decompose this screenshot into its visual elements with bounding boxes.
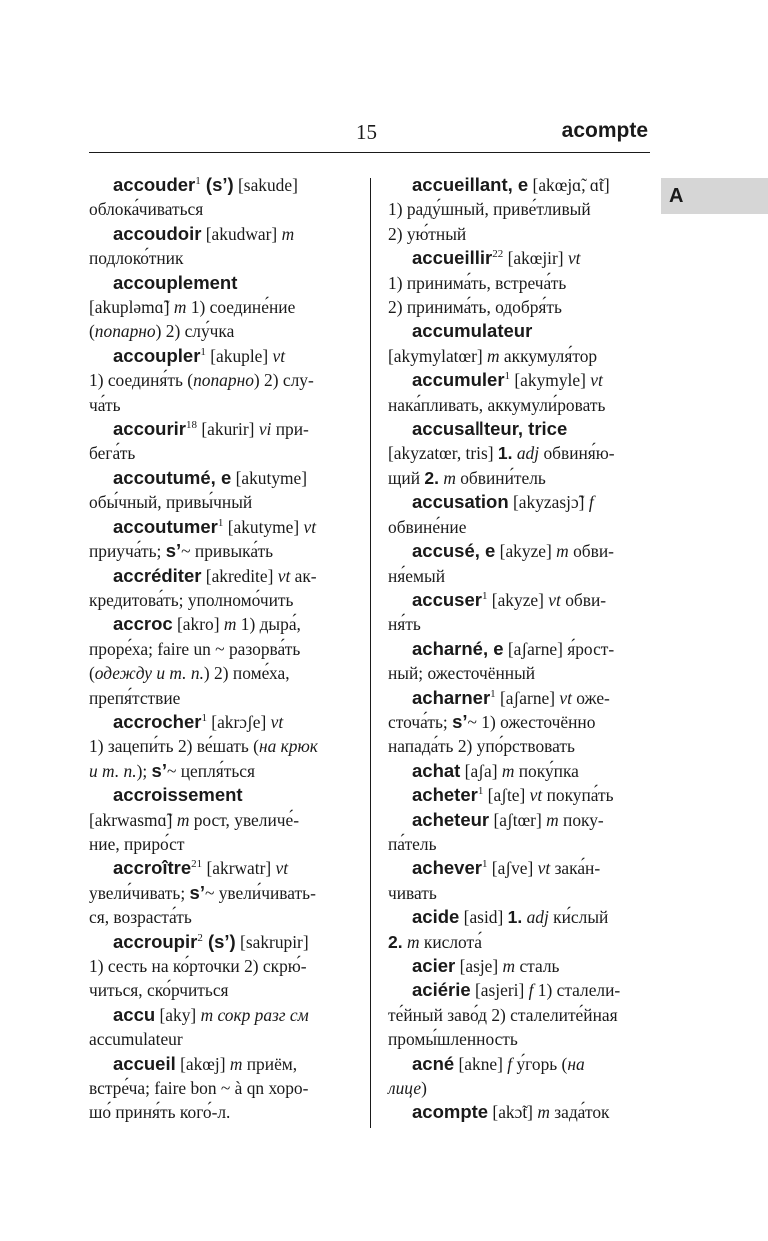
entry-text: сточа́ть; bbox=[388, 711, 453, 732]
grammar-label: vt bbox=[559, 687, 572, 708]
reflexive-marker: (s’) bbox=[202, 930, 236, 952]
entry-text: зака́н- bbox=[550, 858, 601, 879]
dictionary-entry bbox=[89, 710, 351, 783]
entry-text: сталь bbox=[515, 956, 560, 976]
entry-text: [akurir] bbox=[197, 419, 259, 440]
entry-text: встре́ча; faire bon ~ à qn хоро- bbox=[89, 1078, 309, 1099]
dictionary-entry bbox=[388, 856, 650, 905]
verb-class-number: 1 bbox=[195, 175, 201, 188]
entry-text: чивать bbox=[388, 882, 437, 903]
dictionary-entry bbox=[388, 759, 650, 783]
reflexive-marker: s’ bbox=[452, 710, 468, 732]
entry-text: 1) соединя́ть ( bbox=[89, 370, 194, 391]
entry-text: [aky] bbox=[155, 1004, 201, 1025]
entry-text: [akœjir] bbox=[503, 248, 568, 269]
headword: accroissement bbox=[113, 784, 243, 806]
dictionary-entry bbox=[388, 783, 650, 807]
entry-text: 1) принима́ть, встреча́ть bbox=[388, 272, 567, 293]
entry-text: обвини́тель bbox=[455, 467, 546, 488]
entry-text: [akymyle] bbox=[510, 370, 591, 391]
entry-text: кислота́ bbox=[419, 931, 483, 952]
headword: acharné, e bbox=[412, 637, 504, 659]
entry-text: бега́ть bbox=[89, 443, 136, 464]
sense-number: 1. bbox=[507, 907, 523, 928]
verb-class-number: 1 bbox=[477, 785, 484, 798]
entry-text: обы́чный, привы́чный bbox=[89, 492, 253, 513]
thumb-tab-letter: A bbox=[669, 185, 684, 207]
grammar-label: лице bbox=[388, 1078, 422, 1099]
dictionary-entry bbox=[89, 564, 351, 613]
entry-text: ~ увели́чивать- bbox=[204, 882, 316, 903]
headword: accoudoir bbox=[113, 222, 202, 244]
reflexive-marker: s’ bbox=[165, 540, 182, 562]
verb-class-number: 1 bbox=[504, 370, 511, 383]
entry-text: щий bbox=[388, 467, 425, 488]
entry-text: ня́ть bbox=[388, 614, 421, 635]
headword: achat bbox=[412, 759, 461, 781]
grammar-label: f bbox=[588, 492, 594, 513]
grammar-label: m bbox=[556, 541, 569, 562]
entry-text: ); bbox=[136, 760, 152, 781]
reflexive-marker: (s’) bbox=[200, 174, 234, 195]
verb-class-number: 1 bbox=[490, 687, 496, 700]
dictionary-entry bbox=[388, 808, 650, 857]
dictionary-entry bbox=[89, 1003, 351, 1052]
entry-text: оже- bbox=[571, 687, 610, 708]
entry-text: 1) соедине́ние bbox=[186, 297, 296, 318]
dictionary-entry bbox=[388, 246, 650, 319]
grammar-label: на крюк bbox=[258, 736, 318, 757]
entry-text: напада́ть 2) упо́рствовать bbox=[388, 736, 575, 757]
entry-text: нака́пливать, аккумули́ровать bbox=[388, 394, 606, 415]
reflexive-marker: s’ bbox=[151, 759, 167, 781]
entry-text: увели́чивать; bbox=[89, 882, 190, 903]
entry-text: 2) принима́ть, одобря́ть bbox=[388, 297, 562, 318]
dictionary-entry bbox=[388, 1100, 650, 1124]
grammar-label: m bbox=[223, 614, 237, 635]
dictionary-entry bbox=[388, 637, 650, 686]
grammar-label: попарно bbox=[94, 321, 156, 342]
entry-text: ) 2) поме́ха, bbox=[203, 663, 290, 684]
dictionary-entry bbox=[89, 222, 351, 271]
headword: acné bbox=[412, 1052, 455, 1074]
grammar-label: одежду и т. п. bbox=[94, 663, 204, 684]
entry-text: [aʃa] bbox=[460, 760, 502, 781]
entry-text: облока́чиваться bbox=[89, 199, 204, 220]
verb-class-number: 21 bbox=[191, 858, 203, 871]
grammar-label: на bbox=[567, 1053, 585, 1074]
entry-text: 1) сталели- bbox=[533, 980, 621, 1001]
entry-text: поку́пка bbox=[514, 760, 579, 781]
entry-text: [akudwar] bbox=[201, 223, 282, 244]
headword: accusé, e bbox=[412, 540, 496, 562]
page-number: 15 bbox=[356, 120, 377, 144]
entry-text: ки́слый bbox=[548, 907, 609, 928]
dictionary-entry bbox=[89, 1052, 351, 1125]
entry-text: 1) сесть на ко́рточки 2) скрю́- bbox=[89, 956, 307, 976]
entry-text: те́йный заво́д 2) сталелите́йная bbox=[388, 1004, 618, 1025]
entry-text: [asjeri] bbox=[470, 980, 529, 1001]
grammar-label: m bbox=[173, 297, 187, 318]
entry-text: [akyzasjɔ̃] bbox=[508, 492, 589, 513]
entry-text: шо́ приня́ть кого́-л. bbox=[89, 1102, 231, 1123]
sense-number: 2. bbox=[388, 931, 403, 952]
entry-text: ~ 1) ожесточённо bbox=[467, 711, 596, 732]
sense-number: 2. bbox=[424, 467, 439, 488]
headword: acheteur bbox=[412, 808, 490, 830]
entry-text: [aʃve] bbox=[487, 858, 538, 879]
entry-text: [akɔ̃t] bbox=[488, 1102, 538, 1123]
grammar-label: vt bbox=[277, 565, 291, 586]
dictionary-entry bbox=[388, 173, 650, 246]
dictionary-entry bbox=[388, 368, 650, 417]
headword: accueillir bbox=[412, 247, 493, 269]
reflexive-marker: s’ bbox=[189, 881, 205, 903]
running-head: acompte bbox=[561, 119, 648, 142]
entry-text: приуча́ть; bbox=[89, 541, 166, 562]
headword: accourir bbox=[113, 418, 187, 440]
entry-text: [akrwatr] bbox=[202, 858, 276, 879]
grammar-label: m bbox=[406, 931, 420, 952]
entry-text: 1) зацепи́ть 2) ве́шать ( bbox=[89, 736, 259, 757]
headword: acharner bbox=[412, 686, 491, 708]
entry-text: [akutyme] bbox=[223, 516, 304, 537]
grammar-label: f bbox=[507, 1053, 513, 1074]
headword: accroupir bbox=[113, 930, 198, 952]
grammar-label: m bbox=[501, 760, 515, 781]
entry-text: подлоко́тник bbox=[89, 248, 184, 269]
entry-text: промы́шленность bbox=[388, 1029, 518, 1050]
entry-text: [akrɔʃe] bbox=[206, 711, 271, 732]
headword: accroître bbox=[113, 857, 192, 879]
dictionary-entry bbox=[89, 856, 351, 929]
entry-text: читься, ско́рчиться bbox=[89, 980, 229, 1001]
headword: acier bbox=[412, 955, 456, 976]
entry-text: [akyze] bbox=[495, 541, 557, 562]
entry-text: ный; ожесточённый bbox=[388, 663, 536, 684]
dictionary-entry bbox=[89, 783, 351, 856]
dictionary-entry bbox=[89, 930, 351, 1003]
dictionary-entry bbox=[89, 612, 351, 710]
entry-text: ) bbox=[421, 1078, 427, 1099]
entry-text: ( bbox=[89, 321, 95, 342]
verb-class-number: 1 bbox=[200, 346, 206, 359]
grammar-label: vt bbox=[270, 711, 284, 732]
dictionary-entry bbox=[388, 539, 650, 588]
entry-text: [aʃtœr] bbox=[489, 809, 547, 830]
left-column bbox=[89, 173, 351, 1125]
entry-text: [akœj] bbox=[175, 1053, 230, 1074]
dictionary-entry bbox=[388, 417, 650, 490]
dictionary-entry bbox=[89, 344, 351, 417]
verb-class-number: 18 bbox=[186, 419, 198, 432]
entry-text: [akredite] bbox=[201, 565, 278, 586]
entry-text: accumulateur bbox=[89, 1029, 183, 1050]
headword: accouplement bbox=[113, 271, 238, 293]
entry-text: [sakrupir] bbox=[235, 931, 309, 952]
headword: accrocher bbox=[113, 710, 202, 732]
dictionary-entry bbox=[89, 466, 351, 515]
sense-number: 1. bbox=[497, 443, 513, 464]
entry-text: ( bbox=[89, 663, 95, 684]
verb-class-number: 1 bbox=[481, 858, 488, 871]
headword: accouder bbox=[113, 174, 196, 195]
entry-text: у́горь ( bbox=[512, 1053, 568, 1074]
column-divider bbox=[370, 178, 371, 1128]
entry-text: 2) ую́тный bbox=[388, 223, 467, 244]
headword: accueillant, e bbox=[412, 174, 529, 195]
right-column bbox=[388, 173, 650, 1125]
entry-text: обви- bbox=[568, 541, 614, 562]
grammar-label: m bbox=[281, 223, 295, 244]
dictionary-entry bbox=[388, 978, 650, 1051]
dictionary-entry bbox=[388, 490, 650, 539]
grammar-label: m bbox=[443, 467, 456, 488]
headword: achever bbox=[412, 857, 482, 879]
verb-class-number: 1 bbox=[201, 712, 207, 725]
headword: accusa‖teur, trice bbox=[412, 418, 568, 440]
grammar-label: f bbox=[528, 980, 534, 1001]
entry-text: ся, возраста́ть bbox=[89, 907, 192, 928]
entry-text: [akymylatœr] bbox=[388, 345, 487, 366]
headword: acompte bbox=[412, 1101, 489, 1123]
grammar-label: vt bbox=[548, 589, 561, 610]
entry-text: приём, bbox=[242, 1053, 298, 1074]
entry-text: ние, приро́ст bbox=[89, 833, 185, 854]
entry-text: ~ привыка́ть bbox=[181, 541, 274, 562]
entry-text: па́тель bbox=[388, 833, 437, 854]
headword: accréditer bbox=[113, 564, 202, 586]
grammar-label: vt bbox=[303, 516, 317, 537]
dictionary-entry bbox=[388, 954, 650, 978]
headword: accumulateur bbox=[412, 320, 533, 342]
entry-text: ) 2) слу́чка bbox=[155, 321, 235, 342]
dictionary-entry bbox=[89, 173, 351, 222]
entry-text: [sakude] bbox=[233, 175, 298, 195]
verb-class-number: 1 bbox=[481, 590, 488, 603]
entry-text: [akne] bbox=[454, 1053, 508, 1074]
entry-text: рост, увеличе́- bbox=[189, 809, 300, 830]
entry-text: проре́ха; faire un ~ разорва́ть bbox=[89, 638, 301, 659]
dictionary-entry bbox=[388, 319, 650, 368]
entry-text: [asje] bbox=[455, 956, 503, 976]
grammar-label: adj bbox=[526, 907, 549, 928]
dictionary-entry bbox=[89, 417, 351, 466]
entry-text: 1) дыра́, bbox=[236, 614, 301, 635]
headword: accroc bbox=[113, 613, 173, 635]
dictionary-entry bbox=[388, 686, 650, 759]
header-rule bbox=[89, 152, 650, 153]
entry-text: 1) раду́шный, приве́тливый bbox=[388, 199, 591, 220]
grammar-label: m bbox=[546, 809, 559, 830]
entry-text: обвиня́ю- bbox=[539, 443, 615, 464]
entry-text: ~ цепля́ться bbox=[166, 760, 255, 781]
grammar-label: m bbox=[537, 1102, 550, 1123]
dictionary-entry bbox=[388, 905, 650, 954]
dictionary-entry bbox=[89, 515, 351, 564]
entry-text: обвине́ние bbox=[388, 516, 467, 537]
entry-text: [aʃte] bbox=[483, 785, 530, 806]
entry-text: кредитова́ть; уполномо́чить bbox=[89, 589, 294, 610]
grammar-label: vt bbox=[590, 370, 603, 391]
entry-text: [akro] bbox=[172, 614, 224, 635]
entry-text: [akuple] bbox=[205, 345, 273, 366]
headword: accumuler bbox=[412, 369, 505, 391]
grammar-label: adj bbox=[516, 443, 540, 464]
entry-text: ) 2) слу- bbox=[253, 370, 314, 391]
grammar-label: m bbox=[487, 345, 500, 366]
dictionary-entry bbox=[388, 588, 650, 637]
entry-text: [akrwasmɑ̃] bbox=[89, 809, 177, 830]
verb-class-number: 22 bbox=[492, 248, 504, 261]
entry-text: ча́ть bbox=[89, 394, 121, 415]
headword: aciérie bbox=[412, 979, 471, 1001]
grammar-label: vt bbox=[537, 858, 551, 879]
entry-text: аккумуля́тор bbox=[499, 345, 598, 366]
entry-text: [aʃarne] bbox=[495, 687, 560, 708]
entry-text: обви- bbox=[560, 589, 607, 610]
entry-text: [akyzatœr, tris] bbox=[388, 443, 498, 464]
entry-text: зада́ток bbox=[549, 1102, 610, 1123]
grammar-label: vt bbox=[272, 345, 286, 366]
headword: accuser bbox=[412, 588, 482, 610]
entry-text: ак- bbox=[290, 565, 317, 586]
entry-text: ня́емый bbox=[388, 565, 446, 586]
grammar-label: vt bbox=[275, 858, 289, 879]
entry-text: [akyze] bbox=[487, 589, 549, 610]
dictionary-entry bbox=[388, 1052, 650, 1101]
entry-text: [akœjɑ̃, ɑ̃t] bbox=[528, 175, 610, 195]
grammar-label: vt bbox=[529, 785, 543, 806]
headword: accu bbox=[113, 1003, 156, 1025]
verb-class-number: 1 bbox=[217, 516, 224, 529]
headword: accusation bbox=[412, 491, 509, 513]
entry-text: [akupləmɑ̃] bbox=[89, 297, 174, 318]
grammar-label: m bbox=[502, 956, 516, 976]
headword: accoutumer bbox=[113, 515, 218, 537]
entry-text: [aʃarne] я́рост- bbox=[503, 638, 615, 659]
grammar-label: m сокр разг см bbox=[200, 1004, 309, 1025]
grammar-label: vi bbox=[258, 419, 272, 440]
entry-text: [asid] bbox=[459, 907, 508, 928]
grammar-label: попарно bbox=[193, 370, 254, 391]
entry-text: поку- bbox=[558, 809, 604, 830]
verb-class-number: 2 bbox=[197, 931, 203, 944]
headword: accoutumé, e bbox=[113, 466, 232, 488]
letter-thumb-tab bbox=[661, 178, 768, 214]
headword: acide bbox=[412, 906, 460, 928]
entry-text: препя́тствие bbox=[89, 687, 181, 708]
headword: acheter bbox=[412, 784, 478, 806]
entry-text: покупа́ть bbox=[542, 785, 614, 806]
grammar-label: и т. п. bbox=[89, 760, 137, 781]
grammar-label: m bbox=[229, 1053, 243, 1074]
entry-text: при- bbox=[271, 419, 309, 440]
dictionary-entry bbox=[89, 271, 351, 344]
headword: accueil bbox=[113, 1052, 176, 1074]
grammar-label: vt bbox=[567, 248, 581, 269]
entry-text: [akutyme] bbox=[231, 467, 308, 488]
headword: accoupler bbox=[113, 344, 201, 366]
grammar-label: m bbox=[176, 809, 190, 830]
